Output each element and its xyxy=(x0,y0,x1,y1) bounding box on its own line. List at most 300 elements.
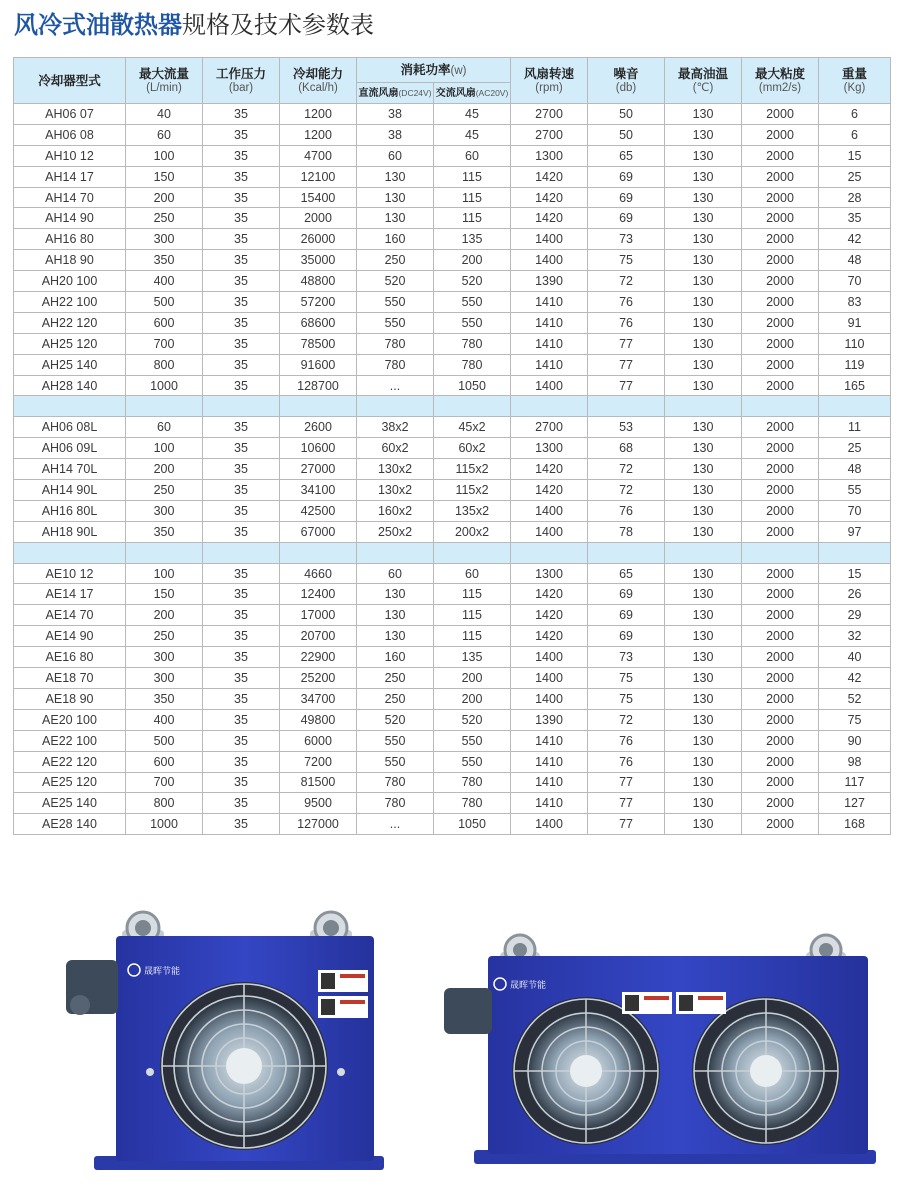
cell-max-viscosity: 2000 xyxy=(742,668,819,689)
cell-cooling: 1200 xyxy=(280,124,357,145)
cell-max-oil-temp: 130 xyxy=(665,459,742,480)
cell-max-oil-temp: 130 xyxy=(665,271,742,292)
cell-noise: 76 xyxy=(588,500,665,521)
cell-pressure: 35 xyxy=(203,647,280,668)
cell-cooling: 34700 xyxy=(280,688,357,709)
cell-pressure: 35 xyxy=(203,563,280,584)
cell-flow: 1000 xyxy=(126,375,203,396)
cell-flow: 60 xyxy=(126,417,203,438)
cell-max-viscosity: 2000 xyxy=(742,605,819,626)
cell-ac-power: 520 xyxy=(434,709,511,730)
cell-pressure: 35 xyxy=(203,521,280,542)
cell-flow: 250 xyxy=(126,208,203,229)
cell-ac-power: 1050 xyxy=(434,375,511,396)
cell-max-oil-temp: 130 xyxy=(665,438,742,459)
cell-ac-power: 200 xyxy=(434,250,511,271)
cell-cooling: 20700 xyxy=(280,626,357,647)
cell-model: AE25 140 xyxy=(14,793,126,814)
cell-model: AH25 120 xyxy=(14,333,126,354)
table-row xyxy=(14,584,891,605)
cell-model: AE14 90 xyxy=(14,626,126,647)
cell-model: AE14 70 xyxy=(14,605,126,626)
cell-cooling: 35000 xyxy=(280,250,357,271)
cell-noise: 76 xyxy=(588,312,665,333)
cell-max-oil-temp: 130 xyxy=(665,563,742,584)
cell-noise: 69 xyxy=(588,166,665,187)
cell-pressure: 35 xyxy=(203,772,280,793)
cell-dc-power: 130 xyxy=(357,605,434,626)
cell-dc-power: 130 xyxy=(357,626,434,647)
separator-cell xyxy=(434,542,511,563)
cell-max-oil-temp: 130 xyxy=(665,375,742,396)
cell-dc-power: 60x2 xyxy=(357,438,434,459)
cell-fan-speed: 1400 xyxy=(511,500,588,521)
cell-weight: 42 xyxy=(819,668,891,689)
cell-fan-speed: 1400 xyxy=(511,647,588,668)
cell-max-viscosity: 2000 xyxy=(742,208,819,229)
cell-dc-power: 160x2 xyxy=(357,500,434,521)
cell-weight: 70 xyxy=(819,500,891,521)
cell-max-viscosity: 2000 xyxy=(742,312,819,333)
cell-weight: 90 xyxy=(819,730,891,751)
separator-cell xyxy=(819,396,891,417)
cell-weight: 55 xyxy=(819,480,891,501)
cell-ac-power: 60 xyxy=(434,563,511,584)
cell-dc-power: 780 xyxy=(357,793,434,814)
table-row xyxy=(14,271,891,292)
cell-max-viscosity: 2000 xyxy=(742,375,819,396)
spec-table-body xyxy=(14,104,891,835)
cell-weight: 75 xyxy=(819,709,891,730)
cell-cooling: 1200 xyxy=(280,104,357,125)
cell-cooling: 6000 xyxy=(280,730,357,751)
cell-max-oil-temp: 130 xyxy=(665,312,742,333)
cell-ac-power: 115 xyxy=(434,584,511,605)
cell-max-oil-temp: 130 xyxy=(665,730,742,751)
cell-ac-power: 135 xyxy=(434,229,511,250)
cell-noise: 75 xyxy=(588,250,665,271)
cell-pressure: 35 xyxy=(203,229,280,250)
cell-fan-speed: 1410 xyxy=(511,312,588,333)
cell-model: AE20 100 xyxy=(14,709,126,730)
cell-weight: 6 xyxy=(819,124,891,145)
cell-weight: 6 xyxy=(819,104,891,125)
cell-model: AE28 140 xyxy=(14,814,126,835)
cell-cooling: 15400 xyxy=(280,187,357,208)
cell-max-viscosity: 2000 xyxy=(742,500,819,521)
cell-fan-speed: 1420 xyxy=(511,480,588,501)
cell-cooling: 12400 xyxy=(280,584,357,605)
cell-cooling: 127000 xyxy=(280,814,357,835)
cell-flow: 800 xyxy=(126,793,203,814)
table-row xyxy=(14,375,891,396)
cell-ac-power: 550 xyxy=(434,292,511,313)
cell-flow: 500 xyxy=(126,730,203,751)
cell-model: AH16 80 xyxy=(14,229,126,250)
cell-fan-speed: 1400 xyxy=(511,668,588,689)
col-header-dc-fan: 直流风扇(DC24V) xyxy=(357,83,434,104)
separator-cell xyxy=(280,396,357,417)
cell-weight: 98 xyxy=(819,751,891,772)
product-photos xyxy=(0,880,900,1200)
cell-cooling: 128700 xyxy=(280,375,357,396)
cell-cooling: 9500 xyxy=(280,793,357,814)
table-row xyxy=(14,730,891,751)
cell-max-viscosity: 2000 xyxy=(742,292,819,313)
cell-flow: 100 xyxy=(126,438,203,459)
cell-fan-speed: 1420 xyxy=(511,626,588,647)
cell-max-oil-temp: 130 xyxy=(665,250,742,271)
cell-model: AH06 08 xyxy=(14,124,126,145)
separator-cell xyxy=(588,396,665,417)
cell-max-oil-temp: 130 xyxy=(665,751,742,772)
cell-flow: 350 xyxy=(126,688,203,709)
cell-cooling: 81500 xyxy=(280,772,357,793)
cell-flow: 700 xyxy=(126,333,203,354)
table-row xyxy=(14,647,891,668)
cell-max-viscosity: 2000 xyxy=(742,730,819,751)
cell-dc-power: 130x2 xyxy=(357,459,434,480)
table-row xyxy=(14,229,891,250)
cell-model: AE14 17 xyxy=(14,584,126,605)
table-row xyxy=(14,605,891,626)
cell-max-viscosity: 2000 xyxy=(742,250,819,271)
separator-cell xyxy=(203,542,280,563)
table-row xyxy=(14,814,891,835)
cell-max-oil-temp: 130 xyxy=(665,647,742,668)
cell-flow: 40 xyxy=(126,104,203,125)
cell-model: AH20 100 xyxy=(14,271,126,292)
cell-max-oil-temp: 130 xyxy=(665,480,742,501)
cell-pressure: 35 xyxy=(203,250,280,271)
cell-cooling: 34100 xyxy=(280,480,357,501)
cell-dc-power: 550 xyxy=(357,730,434,751)
cell-fan-speed: 1410 xyxy=(511,730,588,751)
cell-cooling: 67000 xyxy=(280,521,357,542)
cell-max-oil-temp: 130 xyxy=(665,688,742,709)
cell-fan-speed: 1300 xyxy=(511,145,588,166)
cell-max-viscosity: 2000 xyxy=(742,354,819,375)
cell-pressure: 35 xyxy=(203,480,280,501)
cell-noise: 50 xyxy=(588,104,665,125)
cell-dc-power: 250 xyxy=(357,250,434,271)
table-row xyxy=(14,709,891,730)
cell-max-oil-temp: 130 xyxy=(665,292,742,313)
cell-fan-speed: 1420 xyxy=(511,166,588,187)
cell-flow: 600 xyxy=(126,312,203,333)
col-header-max-oil-temp: 最高油温 (℃) xyxy=(665,58,742,104)
cell-pressure: 35 xyxy=(203,104,280,125)
cell-weight: 29 xyxy=(819,605,891,626)
separator-cell xyxy=(742,396,819,417)
cell-pressure: 35 xyxy=(203,271,280,292)
col-header-cooling: 冷却能力 (Kcal/h) xyxy=(280,58,357,104)
spec-table xyxy=(13,57,891,835)
cell-ac-power: 780 xyxy=(434,354,511,375)
cell-noise: 72 xyxy=(588,480,665,501)
cell-pressure: 35 xyxy=(203,459,280,480)
cell-model: AH28 140 xyxy=(14,375,126,396)
cell-max-oil-temp: 130 xyxy=(665,333,742,354)
cell-fan-speed: 1400 xyxy=(511,521,588,542)
cell-ac-power: 45x2 xyxy=(434,417,511,438)
product-logo-text-2: 晟晖节能 xyxy=(510,981,547,991)
title-sub: 规格及技术参数表 xyxy=(182,11,374,39)
cell-noise: 73 xyxy=(588,647,665,668)
cell-model: AH14 17 xyxy=(14,166,126,187)
cell-pressure: 35 xyxy=(203,145,280,166)
cell-ac-power: 115x2 xyxy=(434,459,511,480)
table-row xyxy=(14,312,891,333)
cell-fan-speed: 1420 xyxy=(511,584,588,605)
table-row xyxy=(14,187,891,208)
cell-weight: 83 xyxy=(819,292,891,313)
cell-noise: 78 xyxy=(588,521,665,542)
cell-model: AH14 70 xyxy=(14,187,126,208)
cell-weight: 35 xyxy=(819,208,891,229)
cell-max-viscosity: 2000 xyxy=(742,521,819,542)
cell-fan-speed: 1400 xyxy=(511,250,588,271)
dual-fan-cooler-image xyxy=(444,935,876,1164)
cell-max-viscosity: 2000 xyxy=(742,709,819,730)
cell-noise: 76 xyxy=(588,292,665,313)
table-row xyxy=(14,250,891,271)
cell-fan-speed: 1400 xyxy=(511,814,588,835)
cell-model: AE18 90 xyxy=(14,688,126,709)
cell-noise: 68 xyxy=(588,438,665,459)
cell-weight: 91 xyxy=(819,312,891,333)
cell-model: AH25 140 xyxy=(14,354,126,375)
cell-flow: 350 xyxy=(126,521,203,542)
cell-max-oil-temp: 130 xyxy=(665,626,742,647)
cell-ac-power: 200 xyxy=(434,668,511,689)
cell-ac-power: 135x2 xyxy=(434,500,511,521)
cell-fan-speed: 1410 xyxy=(511,354,588,375)
cell-noise: 73 xyxy=(588,229,665,250)
group-separator-row xyxy=(14,396,891,417)
cell-pressure: 35 xyxy=(203,208,280,229)
cell-cooling: 4700 xyxy=(280,145,357,166)
table-row xyxy=(14,500,891,521)
cell-model: AH22 120 xyxy=(14,312,126,333)
cell-pressure: 35 xyxy=(203,688,280,709)
cell-fan-speed: 1420 xyxy=(511,459,588,480)
cell-max-viscosity: 2000 xyxy=(742,229,819,250)
cell-cooling: 22900 xyxy=(280,647,357,668)
cell-noise: 53 xyxy=(588,417,665,438)
cell-max-viscosity: 2000 xyxy=(742,480,819,501)
cell-fan-speed: 1420 xyxy=(511,605,588,626)
cell-noise: 77 xyxy=(588,375,665,396)
cell-max-oil-temp: 130 xyxy=(665,668,742,689)
cell-max-viscosity: 2000 xyxy=(742,438,819,459)
cell-fan-speed: 1400 xyxy=(511,375,588,396)
cell-dc-power: 520 xyxy=(357,271,434,292)
cell-noise: 77 xyxy=(588,772,665,793)
cell-model: AH14 90L xyxy=(14,480,126,501)
cell-noise: 65 xyxy=(588,563,665,584)
cell-fan-speed: 2700 xyxy=(511,104,588,125)
cell-model: AH06 08L xyxy=(14,417,126,438)
cell-flow: 150 xyxy=(126,166,203,187)
cell-model: AH10 12 xyxy=(14,145,126,166)
cell-max-oil-temp: 130 xyxy=(665,124,742,145)
cell-dc-power: 550 xyxy=(357,312,434,333)
cell-dc-power: 60 xyxy=(357,145,434,166)
cell-max-viscosity: 2000 xyxy=(742,187,819,208)
cell-max-viscosity: 2000 xyxy=(742,124,819,145)
cell-max-viscosity: 2000 xyxy=(742,166,819,187)
cell-cooling: 91600 xyxy=(280,354,357,375)
cell-max-oil-temp: 130 xyxy=(665,187,742,208)
cell-max-oil-temp: 130 xyxy=(665,208,742,229)
col-header-max-viscosity: 最大粘度 (mm2/s) xyxy=(742,58,819,104)
cell-flow: 300 xyxy=(126,668,203,689)
cell-fan-speed: 1420 xyxy=(511,187,588,208)
cell-max-viscosity: 2000 xyxy=(742,333,819,354)
cell-ac-power: 1050 xyxy=(434,814,511,835)
separator-cell xyxy=(280,542,357,563)
cell-weight: 15 xyxy=(819,563,891,584)
cell-model: AE25 120 xyxy=(14,772,126,793)
cell-max-viscosity: 2000 xyxy=(742,417,819,438)
cell-flow: 300 xyxy=(126,500,203,521)
table-row xyxy=(14,292,891,313)
cell-fan-speed: 1410 xyxy=(511,772,588,793)
cell-flow: 600 xyxy=(126,751,203,772)
cell-dc-power: 130x2 xyxy=(357,480,434,501)
cell-cooling: 2000 xyxy=(280,208,357,229)
table-row xyxy=(14,438,891,459)
col-header-pressure: 工作压力 (bar) xyxy=(203,58,280,104)
cell-model: AE16 80 xyxy=(14,647,126,668)
cell-fan-speed: 1390 xyxy=(511,709,588,730)
cell-noise: 75 xyxy=(588,668,665,689)
cell-max-oil-temp: 130 xyxy=(665,772,742,793)
cell-weight: 165 xyxy=(819,375,891,396)
cell-ac-power: 200x2 xyxy=(434,521,511,542)
separator-cell xyxy=(434,396,511,417)
cell-ac-power: 550 xyxy=(434,730,511,751)
cell-max-viscosity: 2000 xyxy=(742,647,819,668)
cell-weight: 97 xyxy=(819,521,891,542)
cell-pressure: 35 xyxy=(203,709,280,730)
cell-dc-power: 780 xyxy=(357,333,434,354)
table-row xyxy=(14,459,891,480)
cell-pressure: 35 xyxy=(203,668,280,689)
cell-fan-speed: 2700 xyxy=(511,124,588,145)
table-row xyxy=(14,480,891,501)
cell-dc-power: 130 xyxy=(357,166,434,187)
cell-fan-speed: 1410 xyxy=(511,751,588,772)
cell-flow: 150 xyxy=(126,584,203,605)
cell-ac-power: 115x2 xyxy=(434,480,511,501)
cell-fan-speed: 1400 xyxy=(511,229,588,250)
cell-ac-power: 45 xyxy=(434,124,511,145)
cell-fan-speed: 1410 xyxy=(511,333,588,354)
cell-pressure: 35 xyxy=(203,166,280,187)
col-header-power: 消耗功率(w) xyxy=(357,58,511,83)
cell-ac-power: 115 xyxy=(434,626,511,647)
cell-dc-power: 520 xyxy=(357,709,434,730)
cell-weight: 40 xyxy=(819,647,891,668)
cell-ac-power: 780 xyxy=(434,772,511,793)
cell-pressure: 35 xyxy=(203,500,280,521)
cell-flow: 350 xyxy=(126,250,203,271)
cell-weight: 119 xyxy=(819,354,891,375)
separator-cell xyxy=(665,542,742,563)
cell-ac-power: 115 xyxy=(434,208,511,229)
cell-flow: 250 xyxy=(126,480,203,501)
separator-cell xyxy=(357,396,434,417)
cell-weight: 168 xyxy=(819,814,891,835)
cell-pressure: 35 xyxy=(203,814,280,835)
cell-max-viscosity: 2000 xyxy=(742,793,819,814)
cell-pressure: 35 xyxy=(203,375,280,396)
single-fan-cooler-image xyxy=(66,912,384,1170)
cell-max-oil-temp: 130 xyxy=(665,145,742,166)
cell-pressure: 35 xyxy=(203,793,280,814)
cell-weight: 48 xyxy=(819,459,891,480)
cell-noise: 76 xyxy=(588,730,665,751)
cell-cooling: 26000 xyxy=(280,229,357,250)
cell-pressure: 35 xyxy=(203,626,280,647)
cell-max-viscosity: 2000 xyxy=(742,563,819,584)
cell-weight: 127 xyxy=(819,793,891,814)
cell-pressure: 35 xyxy=(203,417,280,438)
cell-max-oil-temp: 130 xyxy=(665,417,742,438)
cell-cooling: 12100 xyxy=(280,166,357,187)
cell-cooling: 27000 xyxy=(280,459,357,480)
cell-ac-power: 115 xyxy=(434,605,511,626)
table-row xyxy=(14,354,891,375)
cell-fan-speed: 1410 xyxy=(511,292,588,313)
cell-max-oil-temp: 130 xyxy=(665,605,742,626)
cell-ac-power: 780 xyxy=(434,333,511,354)
cell-pressure: 35 xyxy=(203,124,280,145)
cell-cooling: 2600 xyxy=(280,417,357,438)
cell-cooling: 68600 xyxy=(280,312,357,333)
cell-max-oil-temp: 130 xyxy=(665,521,742,542)
cell-cooling: 10600 xyxy=(280,438,357,459)
separator-cell xyxy=(819,542,891,563)
separator-cell xyxy=(511,542,588,563)
cell-noise: 77 xyxy=(588,333,665,354)
cell-flow: 300 xyxy=(126,229,203,250)
cell-pressure: 35 xyxy=(203,292,280,313)
cell-flow: 1000 xyxy=(126,814,203,835)
separator-cell xyxy=(203,396,280,417)
cell-dc-power: 130 xyxy=(357,208,434,229)
cell-weight: 28 xyxy=(819,187,891,208)
cell-flow: 400 xyxy=(126,709,203,730)
cell-cooling: 4660 xyxy=(280,563,357,584)
cell-ac-power: 60 xyxy=(434,145,511,166)
table-row xyxy=(14,563,891,584)
cell-flow: 200 xyxy=(126,187,203,208)
cell-dc-power: 780 xyxy=(357,772,434,793)
cell-dc-power: ... xyxy=(357,375,434,396)
cell-ac-power: 780 xyxy=(434,793,511,814)
title-main: 风冷式油散热器 xyxy=(14,11,182,39)
cell-cooling: 7200 xyxy=(280,751,357,772)
separator-cell xyxy=(665,396,742,417)
cell-model: AE10 12 xyxy=(14,563,126,584)
cell-noise: 50 xyxy=(588,124,665,145)
col-header-flow: 最大流量 (L/min) xyxy=(126,58,203,104)
cell-dc-power: 550 xyxy=(357,751,434,772)
table-row xyxy=(14,104,891,125)
